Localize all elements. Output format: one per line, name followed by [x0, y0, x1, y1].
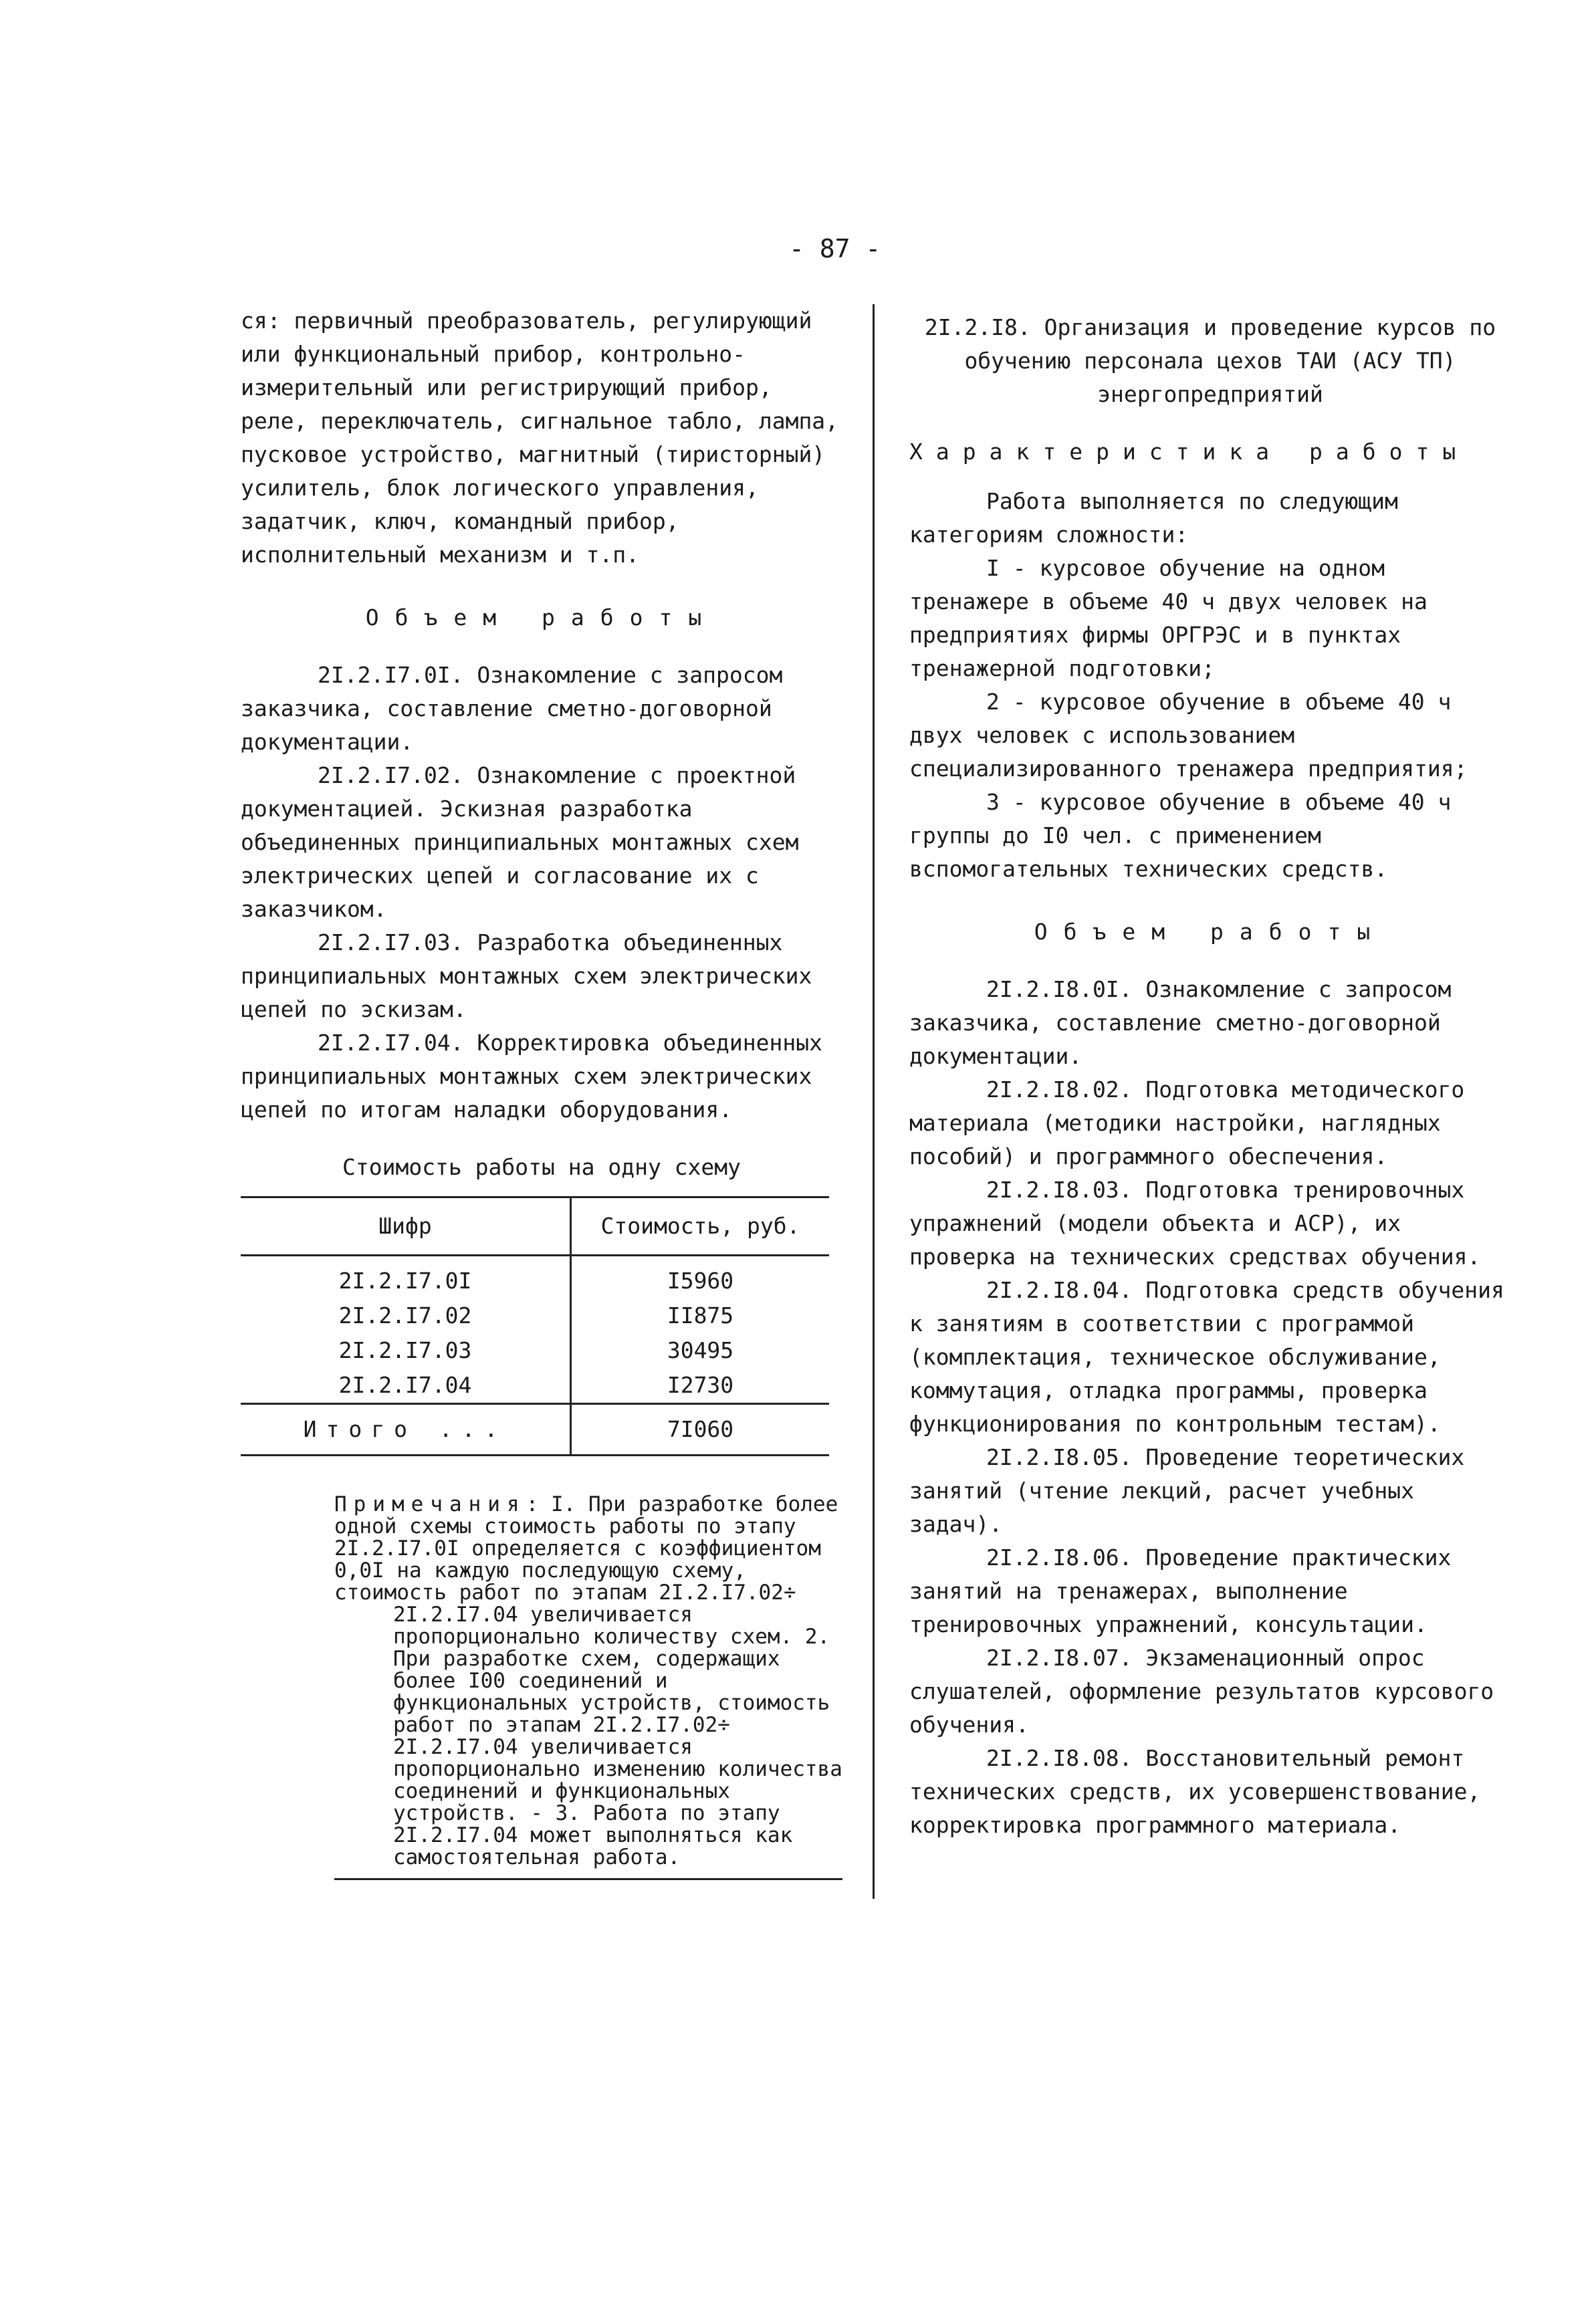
list-item: 2I.2.I8.03. Подготовка тренировочных упражнений (модели объекта и АСР), их проверка на технических средствах обучения. — [909, 1177, 1481, 1270]
notes-label: Примечания — [334, 1492, 526, 1516]
cell-cost: I2730 — [667, 1372, 734, 1398]
cell-code: 2I.2.I7.04 — [241, 1368, 571, 1404]
table-header-row — [241, 1197, 829, 1256]
list-item: 2I.2.I8.07. Экзаменационный опрос слушателей, оформление результатов курсового обучения. — [909, 1645, 1494, 1738]
left-scope-heading: Объем работы — [365, 604, 718, 630]
table-caption: Стоимость работы на одну схему — [342, 1154, 742, 1180]
left-column — [241, 304, 842, 1880]
notes-block — [334, 1494, 842, 1880]
list-item: 2I.2.I8.0I. Ознакомление с запросом заказчика, составление сметно-договорной документации. — [909, 976, 1452, 1069]
list-item: 2I.2.I7.0I. Ознакомление с запросом заказчика, составление сметно-договорной документации. — [241, 662, 783, 755]
list-item: 2I.2.I7.02. Ознакомление с проектной документацией. Эскизная разработка объединенных принципиальных монтажных схем электрических цепей и согласование их с заказчиком. — [241, 762, 799, 922]
cost-table — [241, 1196, 829, 1456]
table-total-row — [241, 1404, 829, 1456]
left-intro-paragraph: ся: первичный преобразователь, регулирующий или функциональный прибор, контрольно-измерительный или регистрирующий прибор, реле, переключатель, сигнальное табло, лампа, пусковое устройство, магнитный (тиристорный) усилитель, блок логического управления, задатчик, ключ, командный прибор, исполнительный механизм и т.п. — [241, 308, 839, 568]
cell-cost: 30495 — [667, 1337, 734, 1363]
list-item: 2I.2.I8.05. Проведение теоретических занятий (чтение лекций, расчет учебных задач). — [909, 1444, 1465, 1537]
characteristic-intro: Работа выполняется по следующим категориям сложности: — [909, 488, 1398, 548]
column-divider — [873, 304, 875, 1899]
list-item: 2I.2.I8.08. Восстановительный ремонт технических средств, их усовершенствование, корректировка программного материала. — [909, 1745, 1481, 1838]
list-item: 2I.2.I7.04. Корректировка объединенных принципиальных монтажных схем электрических цепей по итогам наладки оборудования. — [241, 1030, 822, 1123]
notes-first-text: : I. При разработке более одной схемы стоимость работы по этапу 2I.2.I7.0I определяется с коэффициентом 0,0I на каждую последующую схему, стоимость работ по этапам 2I.2.I7.02÷ — [334, 1492, 838, 1605]
page-number: - 87 - — [789, 234, 881, 263]
right-scope-heading: Объем работы — [1034, 919, 1387, 945]
category-item: 3 - курсовое обучение в объеме 40 ч группы до I0 чел. с применением вспомогательных технических средств. — [909, 789, 1452, 882]
table-row — [241, 1368, 829, 1404]
cell-cost: II875 — [667, 1302, 734, 1329]
header-cost: Стоимость, руб. — [571, 1197, 830, 1256]
notes-rest: 2I.2.I7.04 увеличивается пропорционально количеству схем. 2. При разработке схем, содержащих более I00 соединений и функциональных устройств, стоимость работ по этапам 2I.2.I7.02÷ 2I.2.I7.04 увеличивается пропорционально изменению количества соединений и функциональных устройств. - 3. Работа по этапу 2I.2.I7.04 может выполняться как самостоятельная работа. — [393, 1603, 842, 1869]
section-title: 2I.2.I8. Организация и проведение курсов по обучению персонала цехов ТАИ (АСУ ТП) энергопредприятий — [924, 314, 1496, 407]
notes-first-line — [334, 1494, 842, 1604]
list-item: 2I.2.I8.06. Проведение практических занятий на тренажерах, выполнение тренировочных упражнений, консультации. — [909, 1544, 1452, 1637]
total-label: Итого ... — [241, 1404, 571, 1456]
category-item: I - курсовое обучение на одном тренажере в объеме 40 ч двух человек на предприятиях фирмы ОРГРЭС и в пунктах тренажерной подготовки; — [909, 555, 1428, 681]
table-row — [241, 1333, 829, 1368]
list-item: 2I.2.I8.02. Подготовка методического материала (методики настройки, наглядных пособий) и программного обеспечения. — [909, 1076, 1465, 1169]
table-row — [241, 1298, 829, 1333]
category-item: 2 - курсовое обучение в объеме 40 ч двух человек с использованием специализированного тренажера предприятия; — [909, 689, 1468, 782]
list-item: 2I.2.I8.04. Подготовка средств обучения к занятиям в соответствии с программой (комплектация, техническое обслуживание, коммутация, отладка программы, проверка функционирования по контрольным тестам). — [909, 1277, 1504, 1437]
cell-code: 2I.2.I7.02 — [241, 1298, 571, 1333]
cell-cost: I5960 — [667, 1268, 734, 1294]
header-code: Шифр — [241, 1197, 571, 1256]
table-row — [241, 1256, 829, 1299]
right-column — [909, 311, 1511, 1842]
cell-code: 2I.2.I7.0I — [241, 1256, 571, 1299]
cell-code: 2I.2.I7.03 — [241, 1333, 571, 1368]
characteristic-heading: Характеристика работы — [909, 439, 1470, 465]
total-value: 7I060 — [571, 1404, 830, 1456]
list-item: 2I.2.I7.03. Разработка объединенных принципиальных монтажных схем электрических цепей по эскизам. — [241, 929, 812, 1022]
